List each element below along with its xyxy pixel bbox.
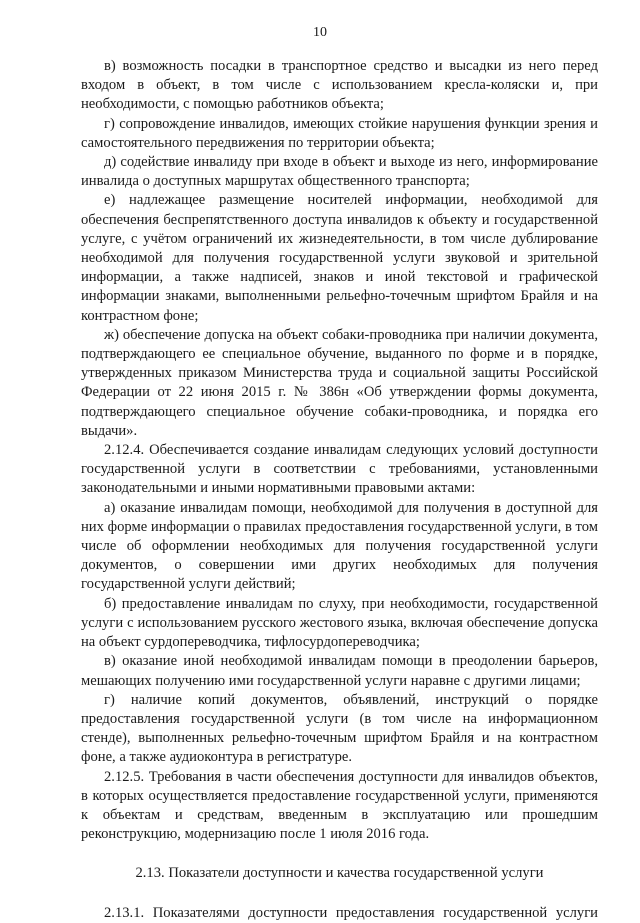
page-number: 10 <box>313 25 327 40</box>
paragraph-2-12-5: 2.12.5. Требования в части обеспечения доступности для инвалидов объектов, в которых осуществляется предоставление государственной услуги, применяются к объектам и средствам, введенным в эксплуатацию или прошедшим реконструкцию, модернизацию после 1 июля 2016 года. <box>81 768 598 843</box>
paragraph-item-e: е) надлежащее размещение носителей информации, необходимой для обеспечения беспрепятственного доступа инвалидов к объекту и государственной услуге, с учётом ограничений их жизнедеятельности, в том числе дублирование необходимой для получения государственной услуги звуковой и зрительной информации, а также надписей, знаков и иной текстовой и графической информации знаками, выполненными рельефно-точечным шрифтом Брайля и на контрастном фоне; <box>81 192 598 324</box>
paragraph-item-a: а) оказание инвалидам помощи, необходимой для получения в доступной для них форме информации о правилах предоставления государственной услуги, в том числе об оформлении необходимых для получения государственной услуги документов, о совершении ими других необходимых для получения государственной услуги действий; <box>81 499 598 593</box>
paragraph-item-v: в) возможность посадки в транспортное средство и высадки из него перед входом в объект, в том числе с использованием кресла-коляски и, при необходимости, с помощью работников объекта; <box>81 58 598 113</box>
paragraph-item-d: д) содействие инвалиду при входе в объект и выходе из него, информирование инвалида о доступных маршрутах общественного транспорта; <box>81 154 598 190</box>
paragraph-item-zh: ж) обеспечение допуска на объект собаки-проводника при наличии документа, подтверждающего ее специальное обучение, выданного по форме и в порядке, утвержденных приказом Министерства труда и социальной защиты Российской Федерации от 22 июня 2015 г. № 386н «Об утверждении формы документа, подтверждающего специальное обучение собаки-проводника, и порядка его выдачи». <box>81 326 598 439</box>
section-heading: 2.13. Показатели доступности и качества государственной услуги <box>135 865 544 882</box>
paragraph-item-v-2: в) оказание иной необходимой инвалидам помощи в преодолении барьеров, мешающих получению ими государственной услуги наравне с другими лицами; <box>81 653 598 689</box>
paragraph-item-g: г) сопровождение инвалидов, имеющих стойкие нарушения функции зрения и самостоятельного передвижения по территории объекта; <box>81 115 598 151</box>
paragraph-item-g-2: г) наличие копий документов, объявлений, инструкций о порядке предоставления государственной услуги (в том числе на информационном стенде), выполненных рельефно-точечным шрифтом Брайля и на контрастном фоне, а также аудиоконтура в регистратуре. <box>81 691 598 766</box>
paragraph-2-13-1: 2.13.1. Показателями доступности предоставления государственной услуги <box>104 904 598 921</box>
document-body <box>81 57 598 923</box>
paragraph-2-12-4: 2.12.4. Обеспечивается создание инвалидам следующих условий доступности государственной услуги в соответствии с требованиями, установленными законодательными и иными нормативными правовыми актами: <box>81 442 598 497</box>
paragraph-item-b: б) предоставление инвалидам по слуху, при необходимости, государственной услуги с использованием русского жестового языка, включая обеспечение допуска на объект сурдопереводчика, тифлосурдопереводчика; <box>81 595 598 651</box>
